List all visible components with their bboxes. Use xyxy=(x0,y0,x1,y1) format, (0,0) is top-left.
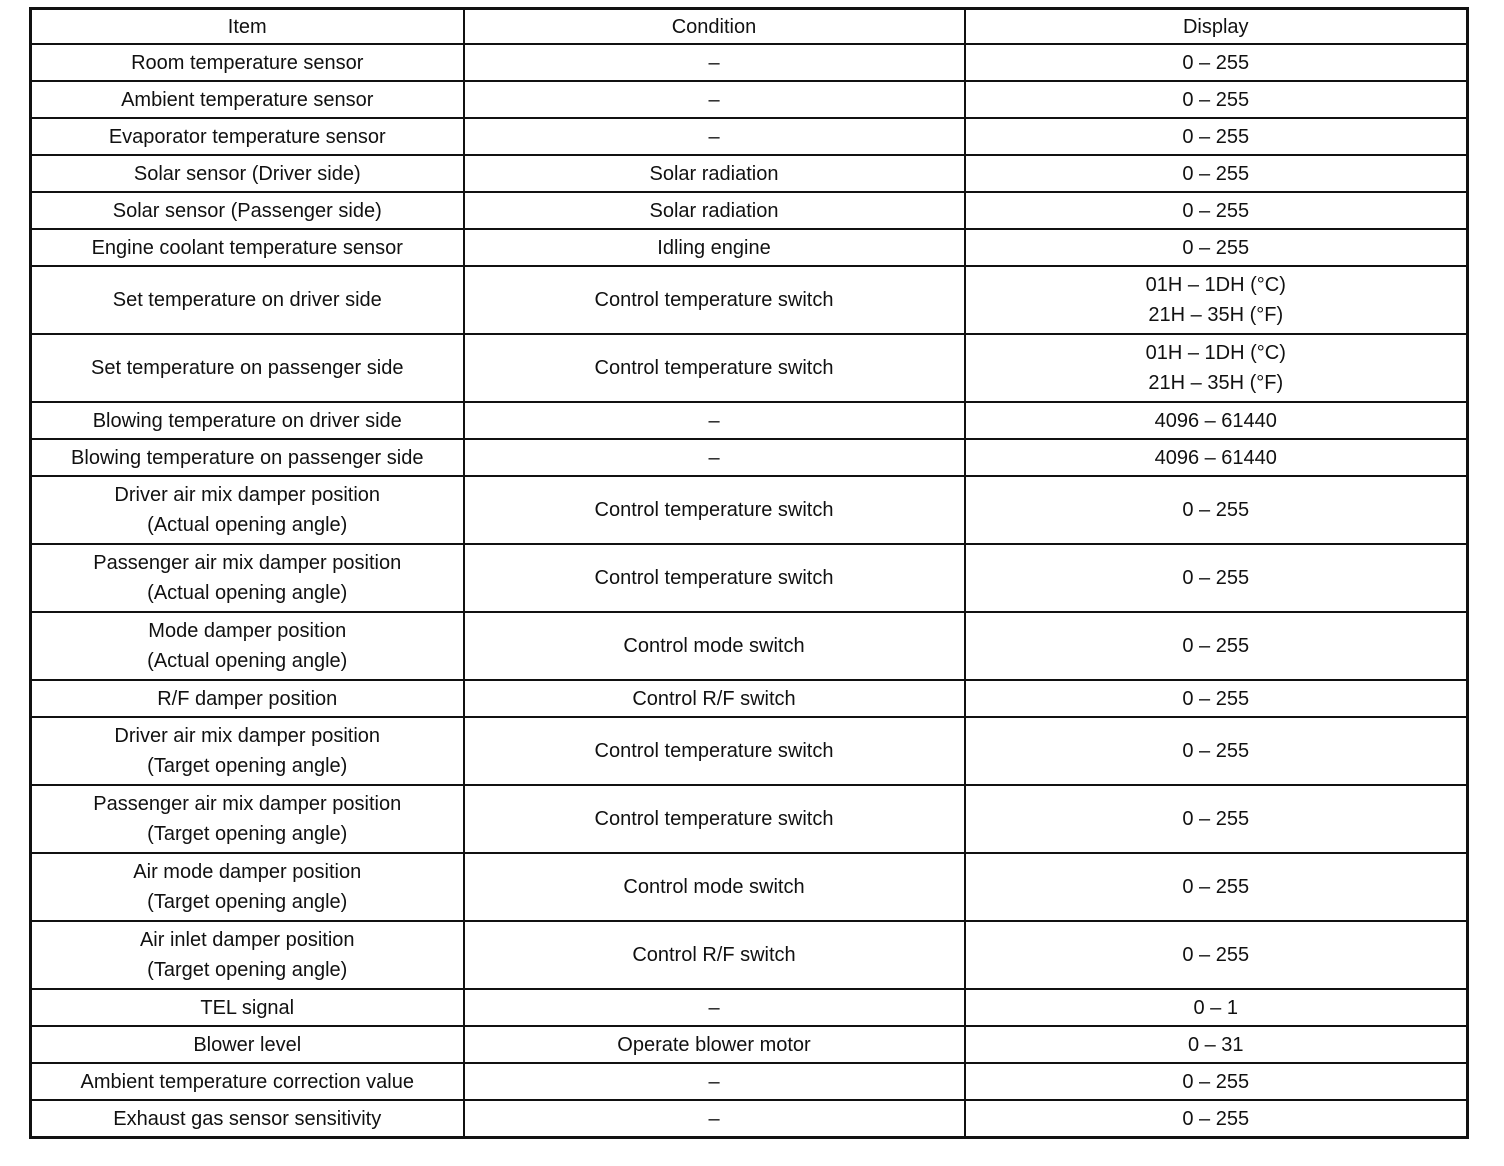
display-cell xyxy=(965,989,1468,1026)
display-cell xyxy=(965,229,1468,266)
condition-cell: Solar radiation xyxy=(464,155,965,192)
table-row xyxy=(31,989,1468,1026)
header-condition: Condition xyxy=(464,9,965,45)
table-row xyxy=(31,612,1468,680)
display-cell xyxy=(965,44,1468,81)
condition-cell: Control temperature switch xyxy=(464,544,965,612)
item-text: TEL signal xyxy=(200,996,295,1019)
table-row xyxy=(31,81,1468,118)
condition-cell: – xyxy=(464,1100,965,1138)
item-text: Blowing temperature on driver side xyxy=(92,409,402,432)
condition-cell: – xyxy=(464,118,965,155)
display-text: 01H – 1DH (°C) xyxy=(1145,274,1286,296)
item-text: Driver air mix damper position xyxy=(114,725,381,747)
table-row xyxy=(31,155,1468,192)
display-cell xyxy=(965,544,1468,612)
item-text: Room temperature sensor xyxy=(131,51,364,74)
table-row xyxy=(31,439,1468,476)
display-text: 0 – 255 xyxy=(1182,236,1250,259)
display-cell xyxy=(965,192,1468,229)
item-text: (Target opening angle) xyxy=(147,891,348,913)
condition-cell: Control temperature switch xyxy=(464,717,965,785)
condition-cell: – xyxy=(464,44,965,81)
table-row xyxy=(31,402,1468,439)
condition-cell: Idling engine xyxy=(464,229,965,266)
item-cell xyxy=(31,155,464,192)
item-text: R/F damper position xyxy=(157,687,338,710)
item-text: Solar sensor (Driver side) xyxy=(133,162,361,185)
item-text: Set temperature on passenger side xyxy=(91,357,404,379)
condition-cell: Control R/F switch xyxy=(464,921,965,989)
condition-cell: Control temperature switch xyxy=(464,476,965,544)
display-text: 0 – 255 xyxy=(1182,199,1250,222)
display-cell xyxy=(965,1026,1468,1063)
item-cell xyxy=(31,853,464,921)
item-cell xyxy=(31,81,464,118)
table-body xyxy=(31,44,1468,1138)
display-text: 0 – 255 xyxy=(1182,808,1250,830)
item-cell xyxy=(31,612,464,680)
display-text: 0 – 255 xyxy=(1182,687,1250,710)
table-row xyxy=(31,544,1468,612)
display-cell xyxy=(965,1063,1468,1100)
display-text: 0 – 255 xyxy=(1182,944,1250,966)
display-text: 0 – 255 xyxy=(1182,740,1250,762)
display-cell xyxy=(965,1100,1468,1138)
item-cell xyxy=(31,266,464,334)
header-display: Display xyxy=(965,9,1468,45)
display-cell xyxy=(965,266,1468,334)
item-text: Air inlet damper position xyxy=(139,929,355,951)
display-text: 0 – 255 xyxy=(1182,1070,1250,1093)
item-cell xyxy=(31,334,464,402)
table-row xyxy=(31,192,1468,229)
display-text: 0 – 255 xyxy=(1182,635,1250,657)
item-cell xyxy=(31,785,464,853)
display-text: 0 – 1 xyxy=(1193,996,1238,1019)
display-text: 0 – 255 xyxy=(1182,1107,1250,1130)
display-cell xyxy=(965,476,1468,544)
item-text: Passenger air mix damper position xyxy=(93,793,402,815)
display-text: 0 – 255 xyxy=(1182,499,1250,521)
item-cell xyxy=(31,989,464,1026)
display-cell xyxy=(965,853,1468,921)
item-text: Blowing temperature on passenger side xyxy=(71,446,424,469)
display-cell xyxy=(965,921,1468,989)
display-text: 0 – 255 xyxy=(1182,567,1250,589)
display-text: 0 – 31 xyxy=(1187,1033,1244,1056)
item-cell xyxy=(31,402,464,439)
table-header-row xyxy=(31,9,1468,45)
display-text: 21H – 35H (°F) xyxy=(1148,372,1284,394)
display-text: 01H – 1DH (°C) xyxy=(1145,342,1286,364)
item-text: (Actual opening angle) xyxy=(147,650,348,672)
table-row xyxy=(31,44,1468,81)
display-text: 4096 – 61440 xyxy=(1154,446,1277,469)
condition-cell: Operate blower motor xyxy=(464,1026,965,1063)
display-text: 0 – 255 xyxy=(1182,88,1250,111)
display-text: 0 – 255 xyxy=(1182,51,1250,74)
display-text: 0 – 255 xyxy=(1182,876,1250,898)
item-text: Ambient temperature correction value xyxy=(80,1070,414,1093)
condition-cell: – xyxy=(464,81,965,118)
item-text: (Target opening angle) xyxy=(147,959,348,981)
display-text: 0 – 255 xyxy=(1182,125,1250,148)
item-text: Mode damper position xyxy=(148,620,347,642)
item-cell xyxy=(31,717,464,785)
display-cell xyxy=(965,118,1468,155)
table-row xyxy=(31,229,1468,266)
table-row xyxy=(31,1100,1468,1138)
display-text: 21H – 35H (°F) xyxy=(1148,304,1284,326)
item-text: Passenger air mix damper position xyxy=(93,552,402,574)
condition-cell: Control temperature switch xyxy=(464,785,965,853)
condition-cell: Solar radiation xyxy=(464,192,965,229)
display-cell xyxy=(965,402,1468,439)
item-text: (Actual opening angle) xyxy=(147,514,348,536)
condition-cell: – xyxy=(464,439,965,476)
item-text: Blower level xyxy=(193,1033,302,1056)
table-row xyxy=(31,334,1468,402)
condition-cell: – xyxy=(464,989,965,1026)
item-cell xyxy=(31,1100,464,1138)
table-row xyxy=(31,476,1468,544)
display-text: 0 – 255 xyxy=(1182,162,1250,185)
item-cell xyxy=(31,192,464,229)
item-text: Evaporator temperature sensor xyxy=(108,125,386,148)
display-text: 4096 – 61440 xyxy=(1154,409,1277,432)
condition-cell: – xyxy=(464,1063,965,1100)
condition-cell: Control R/F switch xyxy=(464,680,965,717)
table-row xyxy=(31,118,1468,155)
header-item: Item xyxy=(31,9,464,45)
item-text: (Actual opening angle) xyxy=(147,582,348,604)
item-cell xyxy=(31,1063,464,1100)
item-text: Set temperature on driver side xyxy=(112,289,382,311)
display-cell xyxy=(965,717,1468,785)
item-cell xyxy=(31,229,464,266)
table-row xyxy=(31,921,1468,989)
display-cell xyxy=(965,439,1468,476)
item-cell xyxy=(31,544,464,612)
table-row xyxy=(31,853,1468,921)
item-text: Solar sensor (Passenger side) xyxy=(112,199,382,222)
item-text: (Target opening angle) xyxy=(147,823,348,845)
display-cell xyxy=(965,81,1468,118)
item-text: Engine coolant temperature sensor xyxy=(91,236,403,259)
condition-cell: Control temperature switch xyxy=(464,334,965,402)
display-cell xyxy=(965,680,1468,717)
item-text: Ambient temperature sensor xyxy=(121,88,374,111)
table-row xyxy=(31,1026,1468,1063)
condition-cell: Control temperature switch xyxy=(464,266,965,334)
spec-table xyxy=(29,7,1469,1139)
display-cell xyxy=(965,155,1468,192)
table-row xyxy=(31,680,1468,717)
item-text: Exhaust gas sensor sensitivity xyxy=(113,1107,382,1130)
item-text: Air mode damper position xyxy=(133,861,362,883)
display-cell xyxy=(965,785,1468,853)
item-text: (Target opening angle) xyxy=(147,755,348,777)
condition-cell: Control mode switch xyxy=(464,853,965,921)
item-cell xyxy=(31,118,464,155)
item-cell xyxy=(31,1026,464,1063)
condition-cell: – xyxy=(464,402,965,439)
display-cell xyxy=(965,612,1468,680)
table-row xyxy=(31,1063,1468,1100)
item-cell xyxy=(31,439,464,476)
item-text: Driver air mix damper position xyxy=(114,484,381,506)
item-cell xyxy=(31,680,464,717)
condition-cell: Control mode switch xyxy=(464,612,965,680)
item-cell xyxy=(31,44,464,81)
item-cell xyxy=(31,921,464,989)
table-row xyxy=(31,785,1468,853)
table-row xyxy=(31,717,1468,785)
table-row xyxy=(31,266,1468,334)
display-cell xyxy=(965,334,1468,402)
item-cell xyxy=(31,476,464,544)
